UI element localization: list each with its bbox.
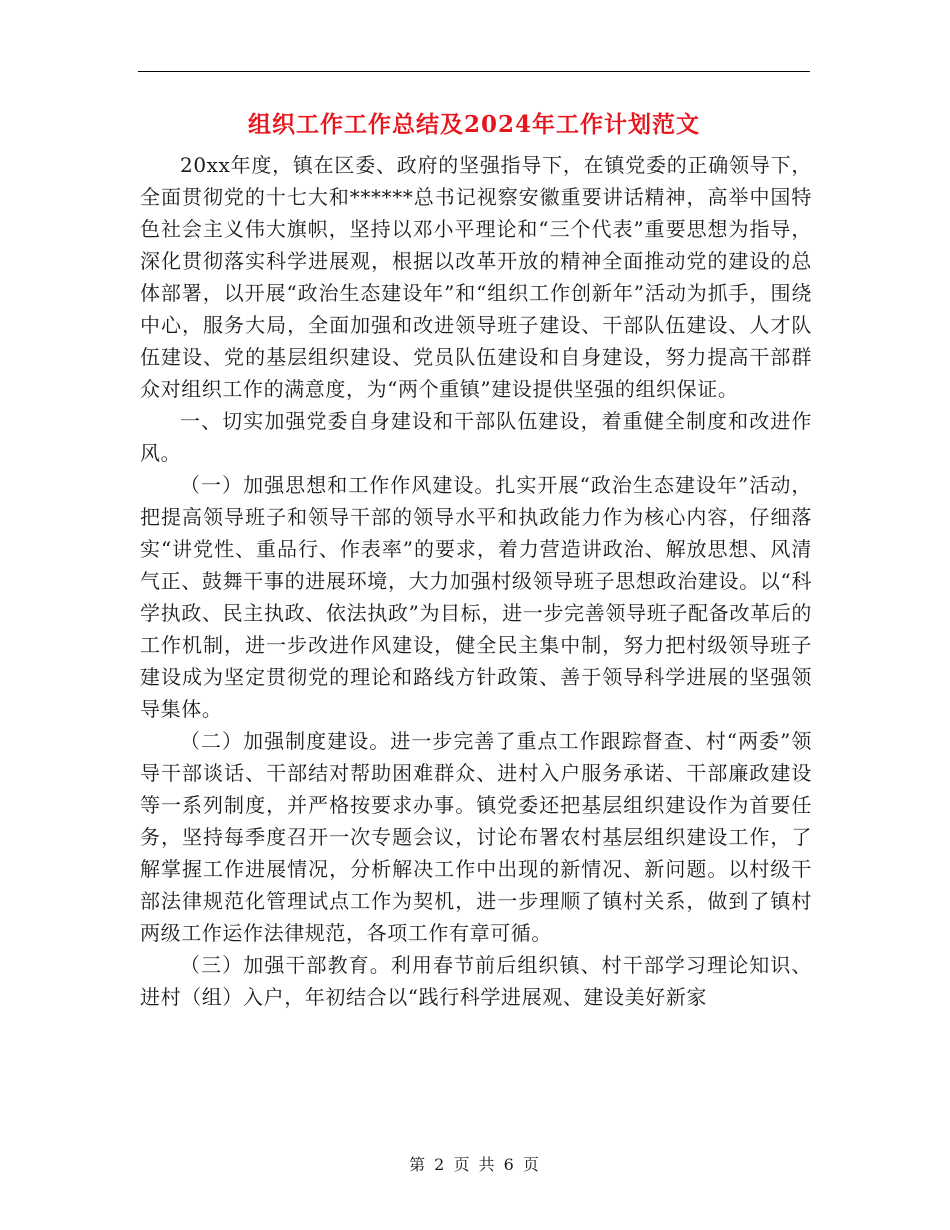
document-title: 组织工作工作总结及2024年工作计划范文 — [247, 111, 700, 138]
paragraph: 20xx年度，镇在区委、政府的坚强指导下，在镇党委的正确领导下，全面贯彻党的十七大和******总书记视察安徽重要讲话精神，高举中国特色社会主义伟大旗帜，坚持以邓小平理论和“三个代表”重要思想为指导，深化贯彻落实科学进展观，根据以改革开放的精神全面推动党的建设的总体部署，以开展“政治生态建设年”和“组织工作创新年”活动为抓手，围绕中心，服务大局，全面加强和改进领导班子建设、干部队伍建设、人才队伍建设、党的基层组织建设、党员队伍建设和自身建设，努力提高干部群众对组织工作的满意度，为“两个重镇”建设提供坚强的组织保证。 — [140, 153, 812, 401]
header-rule — [138, 71, 810, 72]
document-body — [140, 149, 812, 1013]
paragraph: （一）加强思想和工作作风建设。扎实开展“政治生态建设年”活动，把提高领导班子和领导干部的领导水平和执政能力作为核心内容，仔细落实“讲党性、重品行、作表率”的要求，着力营造讲政治、解放思想、风清气正、鼓舞干事的进展环境，大力加强村级领导班子思想政治建设。以“科学执政、民主执政、依法执政”为目标，进一步完善领导班子配备改革后的工作机制，进一步改进作风建设，健全民主集中制，努力把村级领导班子建设成为坚定贯彻党的理论和路线方针政策、善于领导科学进展的坚强领导集体。 — [140, 473, 812, 721]
paragraph: （二）加强制度建设。进一步完善了重点工作跟踪督查、村“两委”领导干部谈话、干部结对帮助困难群众、进村入户服务承诺、干部廉政建设等一系列制度，并严格按要求办事。镇党委还把基层组织建设作为首要任务，坚持每季度召开一次专题会议，讨论布署农村基层组织建设工作，了解掌握工作进展情况，分析解决工作中出现的新情况、新问题。以村级干部法律规范化管理试点工作为契机，进一步理顺了镇村关系，做到了镇村两级工作运作法律规范，各项工作有章可循。 — [140, 729, 812, 945]
paragraph: （三）加强干部教育。利用春节前后组织镇、村干部学习理论知识、进村（组）入户，年初结合以“践行科学进展观、建设美好新家 — [140, 953, 812, 1009]
page-number: 第 2 页 共 6 页 — [409, 1155, 541, 1174]
section-heading: 一、切实加强党委自身建设和干部队伍建设，着重健全制度和改进作风。 — [140, 409, 812, 465]
